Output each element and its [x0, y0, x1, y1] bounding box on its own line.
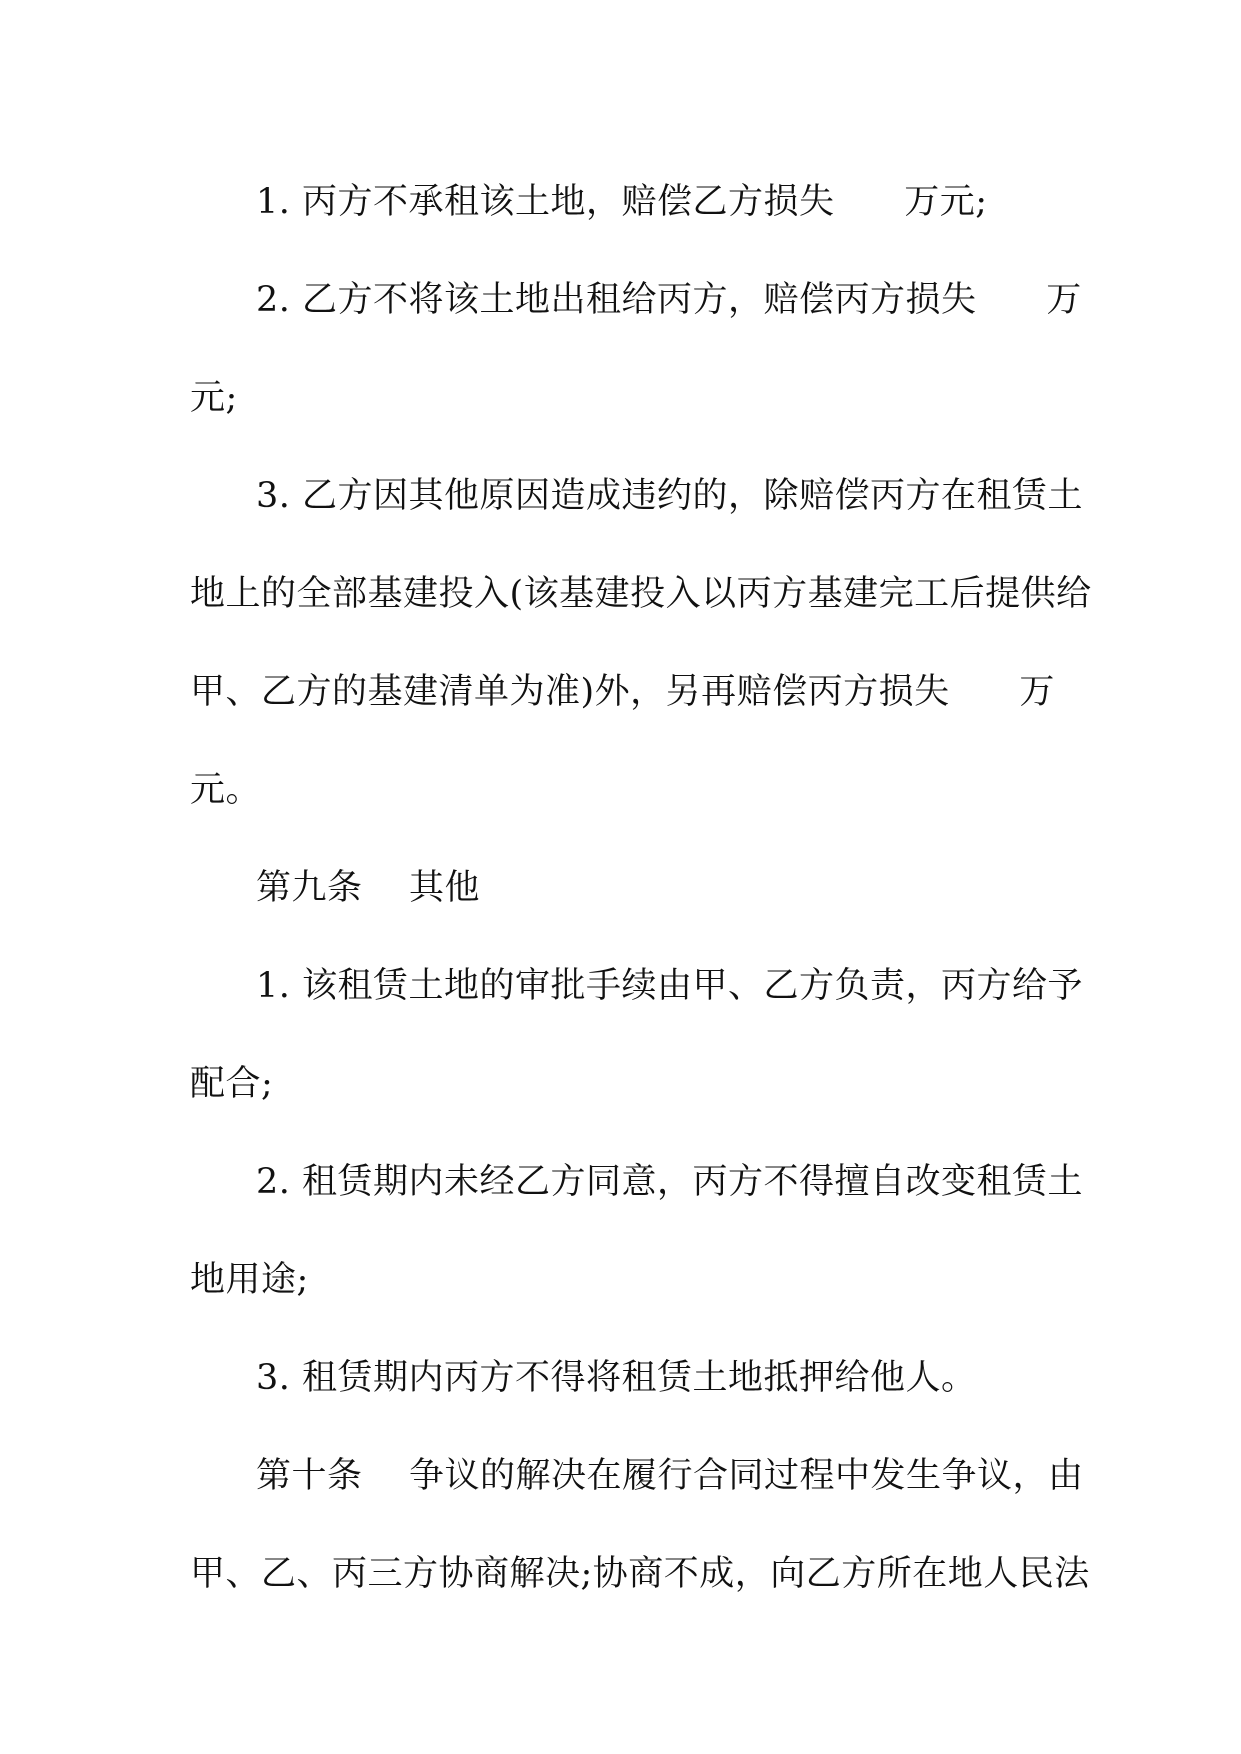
clause-10-heading: 第十条 争议的解决在履行合同过程中发生争议，由: [256, 1456, 1084, 1496]
clause-8-item-3-cont-3: 元。: [190, 770, 262, 810]
clause-9-item-3: 3. 租赁期内丙方不得将租赁土地抵押给他人。: [256, 1358, 977, 1398]
clause-10-cont: 甲、乙、丙三方协商解决;协商不成，向乙方所在地人民法: [190, 1554, 1090, 1594]
clause-9-item-1: 1. 该租赁土地的审批手续由甲、乙方负责，丙方给予: [256, 966, 1084, 1006]
clause-8-item-3-cont-2: 甲、乙方的基建清单为准)外，另再赔偿丙方损失 万: [190, 672, 1055, 712]
clause-8-item-1: 1. 丙方不承租该土地，赔偿乙方损失 万元;: [256, 182, 988, 222]
clause-9-item-2-cont: 地用途;: [190, 1260, 309, 1300]
clause-8-item-3: 3. 乙方因其他原因造成违约的，除赔偿丙方在租赁土: [256, 476, 1084, 516]
clause-8-item-2: 2. 乙方不将该土地出租给丙方，赔偿丙方损失 万: [256, 280, 1082, 320]
clause-8-item-2-cont: 元;: [190, 378, 238, 418]
clause-8-item-3-cont-1: 地上的全部基建投入(该基建投入以丙方基建完工后提供给: [190, 574, 1092, 614]
clause-9-item-1-cont: 配合;: [190, 1064, 274, 1104]
clause-9-heading: 第九条 其他: [256, 868, 481, 908]
clause-9-item-2: 2. 租赁期内未经乙方同意，丙方不得擅自改变租赁土: [256, 1162, 1084, 1202]
